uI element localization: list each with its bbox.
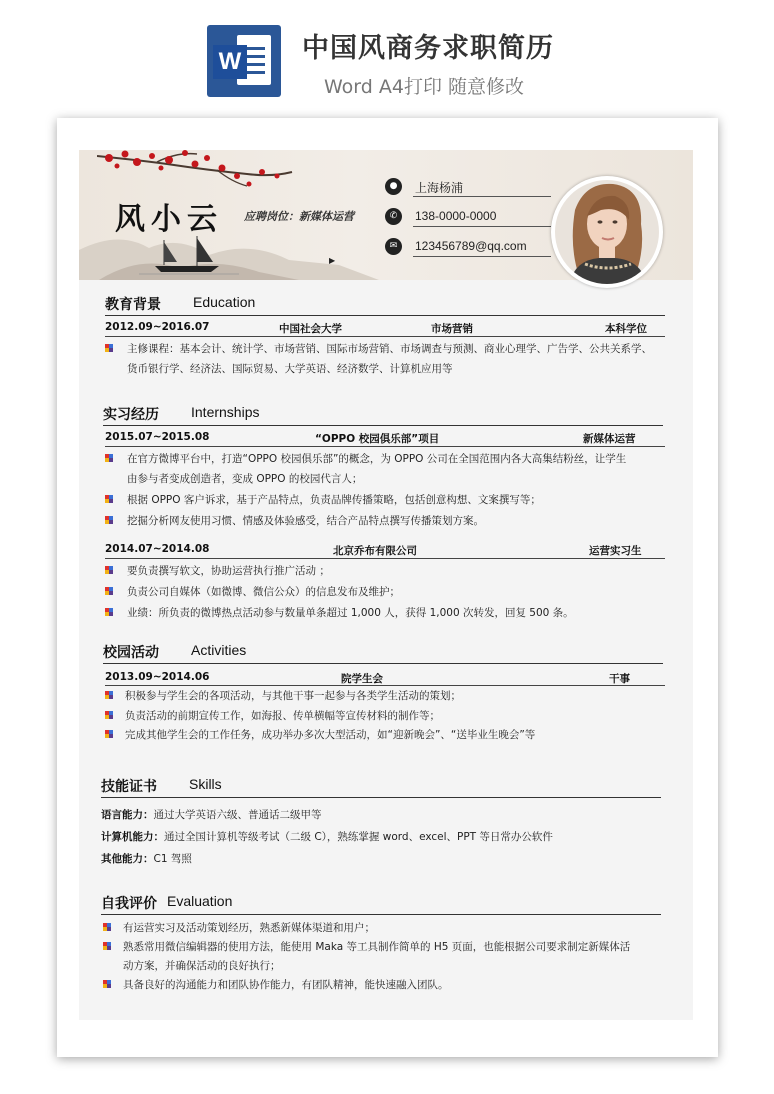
location-pin-icon: ● (385, 178, 402, 195)
list-item: 挖掘分析网友使用习惯、情感及体验感受，结合产品特点撰写传播策划方案。 (105, 511, 665, 531)
section-evaluation-title: 自我评价 Evaluation (101, 893, 661, 915)
email-icon: ✉ (385, 238, 402, 255)
promo-title: 中国风商务求职简历 (302, 33, 554, 64)
bullet-icon (105, 608, 113, 617)
bullet-icon (105, 566, 113, 575)
candidate-name: 风小云 (115, 202, 223, 237)
list-item: 在官方微博平台中，打造“OPPO 校园俱乐部”的概念，为 OPPO 公司在全国范围内各大高集结粉丝，让学生 (105, 449, 665, 469)
list-item: 负责活动的前期宣传工作，如海报、传单横幅等宣传材料的制作等； (105, 706, 665, 726)
promo-header (0, 0, 774, 112)
play-icon: ▶ (329, 256, 336, 265)
promo-subtitle: Word A4打印 随意修改 (324, 76, 525, 98)
bullet-icon (105, 344, 113, 353)
list-item: 业绩：所负责的微博热点活动参与数量单条超过 1,000 人，获得 1,000 次转发，回复 500 条。 (105, 603, 665, 623)
plum-blossom-branch-icon (97, 150, 297, 190)
word-logo-icon: W (207, 25, 281, 97)
section-education-title: 教育背景 Education (105, 294, 665, 316)
list-item: 熟悉常用微信编辑器的使用方法，能使用 Maka 等工具制作简单的 H5 页面，也能根据公司要求制定新媒体活 (103, 937, 663, 957)
list-item: 要负责撰写软文，协助运营执行推广活动 ； (105, 561, 665, 581)
avatar (551, 176, 663, 288)
skill-other: 其他能力：C1 驾照 (101, 853, 192, 865)
activities-header-row: 2013.09~2014.06 院学生会 干事 (105, 671, 630, 685)
section-activities-title: 校园活动 Activities (103, 642, 663, 664)
list-item-continued: 由参与者变成创造者，变成 OPPO 的校园代言人； (127, 473, 363, 485)
skill-computer: 计算机能力：通过全国计算机等级考试（二级 C），熟练掌握 word、excel、PPT 等日常办公软件 (101, 831, 553, 843)
resume-body (79, 150, 693, 1020)
list-item: 完成其他学生会的工作任务，成功举办多次大型活动，如“迎新晚会”、“送毕业生晚会”等 (105, 725, 665, 745)
list-item-continued: 货币银行学、经济法、国际贸易、大学英语、经济数学、计算机应用等 (127, 363, 453, 375)
bullet-icon (105, 691, 113, 700)
bullet-icon (105, 495, 113, 504)
contact-phone: ✆ 138-0000-0000 (385, 208, 550, 230)
bullet-icon (105, 454, 113, 463)
education-header-row: 2012.09~2016.07 中国社会大学 市场营销 本科学位 (105, 321, 647, 335)
bullet-icon (103, 923, 111, 932)
section-internships-title: 实习经历 Internships (103, 404, 663, 426)
list-item: 负责公司自媒体（如微博、微信公众）的信息发布及维护； (105, 582, 665, 602)
bullet-icon (103, 942, 111, 951)
skill-language: 语言能力：通过大学英语六级、普通话二级甲等 (101, 809, 322, 821)
list-item-continued: 动方案，并确保活动的良好执行； (123, 960, 281, 972)
contact-location: ● 上海杨浦 (385, 178, 550, 200)
list-item: 有运营实习及活动策划经历，熟悉新媒体渠道和用户； (103, 918, 663, 938)
internship-1-header-row: 2015.07~2015.08 “OPPO 校园俱乐部”项目 新媒体运营 (105, 431, 636, 445)
list-item: 根据 OPPO 客户诉求，基于产品特点，负责品牌传播策略，包括创意构想、文案撰写等； (105, 490, 665, 510)
list-item: 积极参与学生会的各项活动，与其他干事一起参与各类学生活动的策划； (105, 686, 665, 706)
bullet-icon (103, 980, 111, 989)
list-item: 主修课程：基本会计、统计学、市场营销、国际市场营销、市场调查与预测、商业心理学、广告学、公共关系学、 (105, 339, 665, 359)
internship-2-header-row: 2014.07~2014.08 北京乔布有限公司 运营实习生 (105, 543, 642, 557)
bullet-icon (105, 730, 113, 739)
phone-icon: ✆ (385, 208, 402, 225)
resume-paper (57, 118, 718, 1057)
bullet-icon (105, 516, 113, 525)
section-skills-title: 技能证书 Skills (101, 776, 661, 798)
bullet-icon (105, 711, 113, 720)
bullet-icon (105, 587, 113, 596)
contact-email: ✉ 123456789@qq.com (385, 238, 550, 260)
list-item: 具备良好的沟通能力和团队协作能力，有团队精神，能快速融入团队。 (103, 975, 663, 995)
target-position: 应聘岗位：新媒体运营 (244, 210, 354, 223)
